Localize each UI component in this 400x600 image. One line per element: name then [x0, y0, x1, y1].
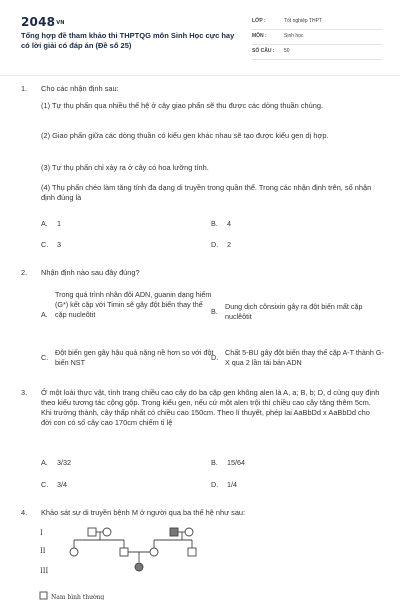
q1-statement-3: (3) Tự thụ phấn chỉ xảy ra ở cây có hoa lưỡng tính. [41, 163, 209, 172]
pedigree-male-ii2 [120, 548, 128, 556]
pedigree-female-i4 [185, 528, 193, 536]
meta-count-row: SỐ CÂU : 50 [252, 45, 382, 60]
pedigree-male-i1 [88, 528, 96, 536]
meta-class-row: LỚP : Tốt nghiệp THPT [252, 15, 382, 30]
legend-normal-male-label: Nam bình thường [51, 594, 105, 600]
document-meta [252, 15, 382, 60]
q3-option-d[interactable]: D. 1/4 [211, 480, 237, 489]
site-logo[interactable]: 2048VN [21, 15, 65, 29]
q1-statement-2: (2) Giao phấn giữa các dòng thuần có kiểu gen khác nhau sẽ tạo được kiểu gen dị hợp. [41, 131, 329, 140]
q2-option-b[interactable]: B. Dung dịch cônsixin gây ra đột biến mất cặp nuclêôtit [211, 302, 363, 321]
meta-subject-row: MÔN : Sinh học [252, 30, 382, 45]
pedigree-male-i3-affected [170, 528, 178, 536]
generation-label-i: I [40, 529, 43, 537]
pedigree-diagram [30, 520, 210, 600]
legend-normal-male-icon [40, 592, 47, 599]
q1-option-d[interactable]: D. 2 [211, 240, 231, 249]
q1-statement-1: (1) Tự thụ phấn qua nhiều thế hệ ở cây giao phấn sẽ thu được các dòng thuần chủng. [41, 101, 324, 110]
pedigree-male-ii4 [188, 548, 196, 556]
q3-option-b[interactable]: B. 15/64 [211, 458, 245, 467]
generation-label-iii: III [40, 567, 49, 575]
q2-option-d[interactable]: D. Chất 5-BU gây đột biến thay thế cặp A-T thành G-X qua 2 lần tái bản ADN [211, 348, 384, 367]
q1-statement-4: (4) Thụ phấn chéo làm tăng tính đa dạng di truyền trong quần thể. Trong các nhận định trên, số nhận định đúng là [41, 183, 372, 202]
q1-option-a[interactable]: A. 1 [41, 219, 61, 228]
q3-option-a[interactable]: A. 3/32 [41, 458, 71, 467]
pedigree-female-ii3 [150, 548, 158, 556]
header-divider [0, 75, 400, 76]
q2-option-a[interactable]: A. Trong quá trình nhân đôi ADN, guanin dạng hiếm (G*) kết cặp với Timin sẽ gây đột biến thay thế cặp nucleôtit [41, 290, 212, 319]
q3-option-c[interactable]: C. 3/4 [41, 480, 67, 489]
pedigree-female-i2 [103, 528, 111, 536]
document-title: Tổng hợp đề tham khảo thi THPTQG môn Sinh Học cực hay có lời giải có đáp án (Đề số 25) [21, 31, 235, 50]
pedigree-female-ii1 [70, 548, 78, 556]
pedigree-female-iii1-affected [135, 563, 143, 571]
pedigree-legend [40, 592, 104, 600]
q1-option-b[interactable]: B. 4 [211, 219, 231, 228]
q2-option-c[interactable]: C. Đột biến gen gây hậu quả nặng nề hơn so với đột biến NST [41, 348, 214, 367]
generation-label-ii: II [40, 547, 46, 555]
document-header [0, 0, 400, 72]
q1-option-c[interactable]: C. 3 [41, 240, 61, 249]
